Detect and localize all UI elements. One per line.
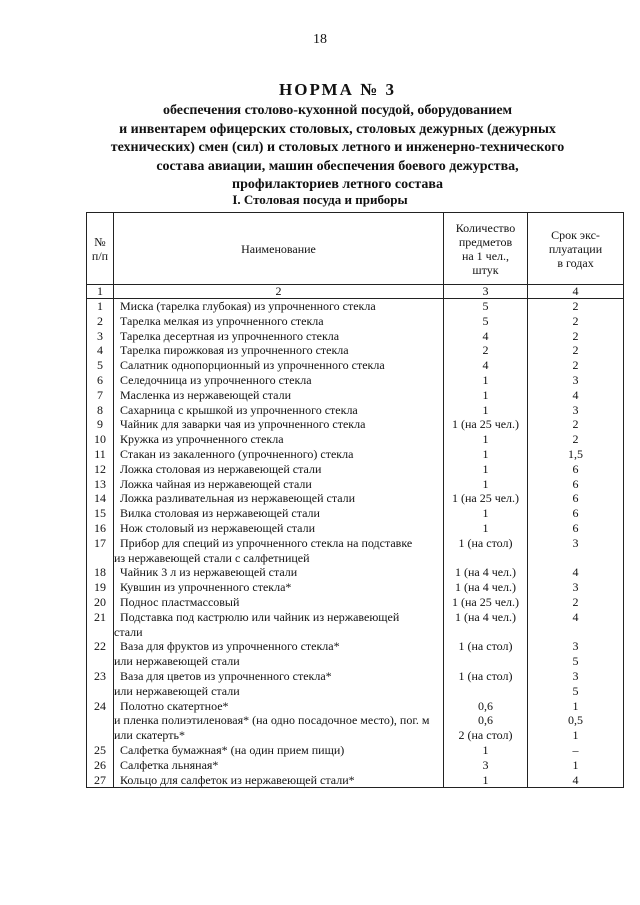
item-name [114,462,444,477]
item-quantity-line: 1 (на 25 чел.) [451,417,520,432]
row-number: 14 [87,491,114,506]
item-name-line: Подставка под кастрюлю или чайник из нержавеющей [120,609,400,624]
row-number: 1 [87,299,114,314]
table-row [87,610,624,640]
table-row [87,521,624,536]
item-quantity-line: 3 [482,757,489,772]
item-service-term-line: 2 [572,594,579,609]
row-number: 20 [87,595,114,610]
row-number: 26 [87,758,114,773]
index-cell: 1 [87,285,114,299]
item-service-term-line: 2 [572,299,579,313]
item-name-line: Салатник однопорционный из упрочненного стекла [120,358,385,373]
row-number: 7 [87,388,114,403]
table-row [87,506,624,521]
item-name-line: Миска (тарелка глубокая) из упрочненного стекла [120,299,376,313]
item-name-line: Чайник 3 л из нержавеющей стали [120,565,298,580]
item-quantity-line: 1 [482,461,489,476]
title-line: и инвентарем офицерских столовых, столовых дежурных (дежурных [119,121,556,137]
item-service-term-line: 6 [572,491,579,506]
item-name [114,491,444,506]
table-row [87,388,624,403]
item-name [114,314,444,329]
table-row [87,477,624,492]
item-quantity-line: 4 [482,328,489,343]
item-quantity-line: 1 [482,372,489,387]
item-service-term-line: 3 [572,668,579,683]
item-quantity [444,477,528,492]
item-name [114,743,444,758]
item-service-term [528,521,624,536]
item-name [114,595,444,610]
table-row [87,699,624,743]
item-name-line: Сахарница с крышкой из упрочненного стекла [120,402,358,417]
item-service-term [528,343,624,358]
item-service-term-line: 2 [572,417,579,432]
item-service-term [528,477,624,492]
item-service-term-line: 0,5 [568,713,583,728]
item-quantity [444,358,528,373]
item-quantity-line: 1 [482,387,489,402]
item-service-term [528,432,624,447]
row-number: 24 [87,699,114,743]
item-name-line: Ваза для фруктов из упрочненного стекла* [120,639,340,654]
item-name-line: Ложка чайная из нержавеющей стали [120,476,312,491]
item-service-term-line: 6 [572,476,579,491]
item-service-term-line: 4 [572,772,579,787]
item-service-term [528,373,624,388]
item-service-term-line: 4 [572,565,579,580]
item-quantity-line [444,654,527,669]
item-name-line: Стакан из закаленного (упрочненного) стекла [120,446,354,461]
item-quantity-line: 1 (на 4 чел.) [454,565,517,580]
item-quantity-line: 2 (на стол) [458,728,513,743]
item-name-line: Вилка столовая из нержавеющей стали [120,506,320,521]
title-line: профилакториев летного состава [232,177,443,193]
item-service-term [528,669,624,699]
item-service-term-line [528,625,623,640]
item-name-line: Ваза для цветов из упрочненного стекла* [120,668,332,683]
item-service-term-line: 4 [572,387,579,402]
item-name [114,432,444,447]
index-cell: 4 [528,285,624,299]
table-row [87,343,624,358]
item-name [114,343,444,358]
header-name: Наименование [114,213,444,285]
norm-title: НОРМА № 3 [279,80,396,99]
row-number: 11 [87,447,114,462]
item-name [114,506,444,521]
item-name [114,447,444,462]
item-name-line: Селедочница из упрочненного стекла [120,372,312,387]
row-number: 21 [87,610,114,640]
item-quantity [444,299,528,314]
header-number: № п/п [87,213,114,285]
table-row [87,536,624,566]
item-name [114,388,444,403]
item-service-term [528,447,624,462]
item-name-line: Тарелка пирожковая из упрочненного стекла [120,343,349,358]
row-number: 10 [87,432,114,447]
header-service-term: Срок экс- плуатации в годах [528,213,624,285]
item-quantity [444,343,528,358]
item-service-term-line: 3 [572,535,579,550]
item-quantity-line: 5 [482,299,489,313]
item-quantity [444,462,528,477]
item-name [114,773,444,788]
item-service-term [528,314,624,329]
row-number: 2 [87,314,114,329]
item-quantity-line: 1 (на стол) [458,639,513,654]
item-quantity [444,610,528,640]
item-quantity [444,403,528,418]
section-title: I. Столовая посуда и приборы [232,192,408,207]
item-quantity [444,314,528,329]
table-row [87,403,624,418]
title-line: обеспечения столово-кухонной посудой, оборудованием [162,103,513,118]
item-quantity-line: 1 (на 4 чел.) [454,609,517,624]
table-row [87,462,624,477]
row-number: 15 [87,506,114,521]
item-service-term-line: 1 [572,757,579,772]
item-service-term-line: 1 [572,728,579,743]
table-row [87,491,624,506]
row-number: 4 [87,343,114,358]
item-quantity [444,373,528,388]
table-row [87,580,624,595]
item-name-line: и пленка полиэтиленовая* (на одно посадочное место), пог. м [114,713,430,728]
row-number: 25 [87,743,114,758]
item-name [114,329,444,344]
item-service-term-line: 6 [572,506,579,521]
item-name-line: Поднос пластмассовый [120,594,240,609]
item-quantity [444,506,528,521]
item-service-term [528,388,624,403]
item-service-term-line: 1 [572,698,579,713]
item-name [114,669,444,699]
item-service-term-line: 5 [572,654,579,669]
item-service-term-line: – [572,742,579,757]
title-line: состава авиации, машин обеспечения боевого дежурства, [156,158,519,174]
item-service-term [528,773,624,788]
item-service-term [528,610,624,640]
item-service-term-line: 3 [572,580,579,595]
norm-table [86,212,624,788]
item-quantity-line [444,625,527,640]
index-cell: 3 [444,285,528,299]
row-number: 19 [87,580,114,595]
item-service-term [528,358,624,373]
item-service-term [528,565,624,580]
item-service-term [528,580,624,595]
row-number: 17 [87,536,114,566]
item-service-term-line: 6 [572,461,579,476]
row-number: 8 [87,403,114,418]
item-quantity-line: 0,6 [478,698,493,713]
item-service-term-line: 3 [572,372,579,387]
item-name-line: Тарелка десертная из упрочненного стекла [120,328,340,343]
index-cell: 2 [114,285,444,299]
item-service-term [528,417,624,432]
item-service-term [528,462,624,477]
item-name [114,358,444,373]
item-name [114,565,444,580]
item-quantity-line: 2 [482,343,489,358]
item-quantity [444,669,528,699]
item-service-term [528,403,624,418]
header-quantity: Количество предметов на 1 чел., штук [444,213,528,285]
item-service-term-line: 3 [572,639,579,654]
item-name [114,299,444,314]
table-row [87,358,624,373]
item-quantity-line: 1 [482,772,489,787]
item-service-term-line [528,551,623,566]
item-service-term-line: 5 [572,683,579,698]
item-service-term [528,536,624,566]
item-service-term [528,491,624,506]
item-name-line: из нержавеющей стали с салфетницей [114,550,310,565]
item-quantity-line: 1 [482,506,489,521]
page-number: 18 [313,32,327,47]
item-quantity-line: 1 (на стол) [458,668,513,683]
table-row [87,417,624,432]
item-name-line: Салфетка льняная* [120,757,219,772]
item-quantity [444,773,528,788]
item-quantity [444,432,528,447]
item-quantity [444,521,528,536]
item-name [114,521,444,536]
row-number: 6 [87,373,114,388]
column-index-row [87,285,624,299]
item-name-line: Прибор для специй из упрочненного стекла на подставке [120,535,413,550]
item-quantity-line [444,551,527,566]
item-service-term-line: 2 [572,432,579,447]
item-service-term [528,699,624,743]
table-row [87,373,624,388]
item-quantity-line: 1 [482,446,489,461]
item-quantity [444,388,528,403]
item-quantity [444,417,528,432]
item-name-line: Кольцо для салфеток из нержавеющей стали* [120,772,355,787]
item-quantity-line: 0,6 [478,713,493,728]
item-quantity [444,595,528,610]
item-name [114,639,444,669]
item-service-term-line: 1,5 [568,446,583,461]
table-row [87,447,624,462]
item-quantity-line: 1 (на 25 чел.) [451,491,520,506]
item-quantity [444,447,528,462]
item-name [114,580,444,595]
item-quantity-line: 4 [482,358,489,373]
item-service-term [528,743,624,758]
item-service-term [528,329,624,344]
row-number: 5 [87,358,114,373]
table-row [87,299,624,314]
table-row [87,329,624,344]
item-name [114,758,444,773]
item-name [114,403,444,418]
item-quantity-line: 1 (на стол) [458,535,513,550]
item-quantity-line: 1 (на 4 чел.) [454,580,517,595]
item-name [114,536,444,566]
table-row [87,432,624,447]
item-quantity [444,758,528,773]
item-name-line: Тарелка мелкая из упрочненного стекла [120,313,324,328]
item-service-term-line: 3 [572,402,579,417]
item-name-line: Масленка из нержавеющей стали [120,387,291,402]
table-row [87,773,624,788]
title-line: технических) смен (сил) и столовых летного и инженерно-технического [110,140,565,156]
item-name-line: или нержавеющей стали [114,683,240,698]
document-title [60,80,615,195]
item-name-line: Чайник для заварки чая из упрочненного стекла [120,417,366,432]
item-name-line: Кувшин из упрочненного стекла* [120,580,292,595]
item-quantity [444,743,528,758]
item-name [114,699,444,743]
item-quantity-line: 1 [482,476,489,491]
item-service-term-line: 2 [572,343,579,358]
item-service-term-line: 4 [572,609,579,624]
item-name [114,417,444,432]
row-number: 27 [87,773,114,788]
item-name-line: стали [114,624,143,639]
row-number: 9 [87,417,114,432]
item-quantity-line: 1 [482,742,489,757]
item-quantity [444,565,528,580]
item-quantity-line: 1 [482,520,489,535]
item-quantity [444,580,528,595]
item-quantity-line: 1 (на 25 чел.) [451,594,520,609]
item-name [114,477,444,492]
item-name-line: Нож столовый из нержавеющей стали [120,520,316,535]
table-row [87,743,624,758]
item-quantity-line [444,684,527,699]
item-quantity [444,491,528,506]
item-name [114,373,444,388]
item-quantity [444,329,528,344]
item-name-line: Кружка из упрочненного стекла [120,432,284,447]
item-service-term [528,639,624,669]
table-row [87,595,624,610]
row-number: 23 [87,669,114,699]
item-service-term [528,758,624,773]
item-service-term [528,299,624,314]
row-number: 3 [87,329,114,344]
item-service-term-line: 6 [572,520,579,535]
item-quantity-line: 5 [482,313,489,328]
row-number: 18 [87,565,114,580]
item-name-line: или нержавеющей стали [114,654,240,669]
table-row [87,314,624,329]
item-quantity-line: 1 [482,432,489,447]
item-name-line: Салфетка бумажная* (на один прием пищи) [120,742,345,757]
item-name-line: или скатерть* [114,728,185,743]
item-name-line: Полотно скатертное* [120,698,229,713]
row-number: 22 [87,639,114,669]
table-row [87,565,624,580]
table-row [87,758,624,773]
row-number: 12 [87,462,114,477]
item-quantity [444,536,528,566]
item-name-line: Ложка разливательная из нержавеющей стали [120,491,356,506]
row-number: 16 [87,521,114,536]
item-quantity [444,639,528,669]
item-service-term-line: 2 [572,358,579,373]
item-quantity-line: 1 [482,402,489,417]
item-quantity [444,699,528,743]
table-row [87,639,624,669]
item-name [114,610,444,640]
row-number: 13 [87,477,114,492]
table-row [87,669,624,699]
item-service-term [528,595,624,610]
item-name-line: Ложка столовая из нержавеющей стали [120,461,322,476]
item-service-term-line: 2 [572,328,579,343]
item-service-term-line: 2 [572,313,579,328]
item-service-term [528,506,624,521]
